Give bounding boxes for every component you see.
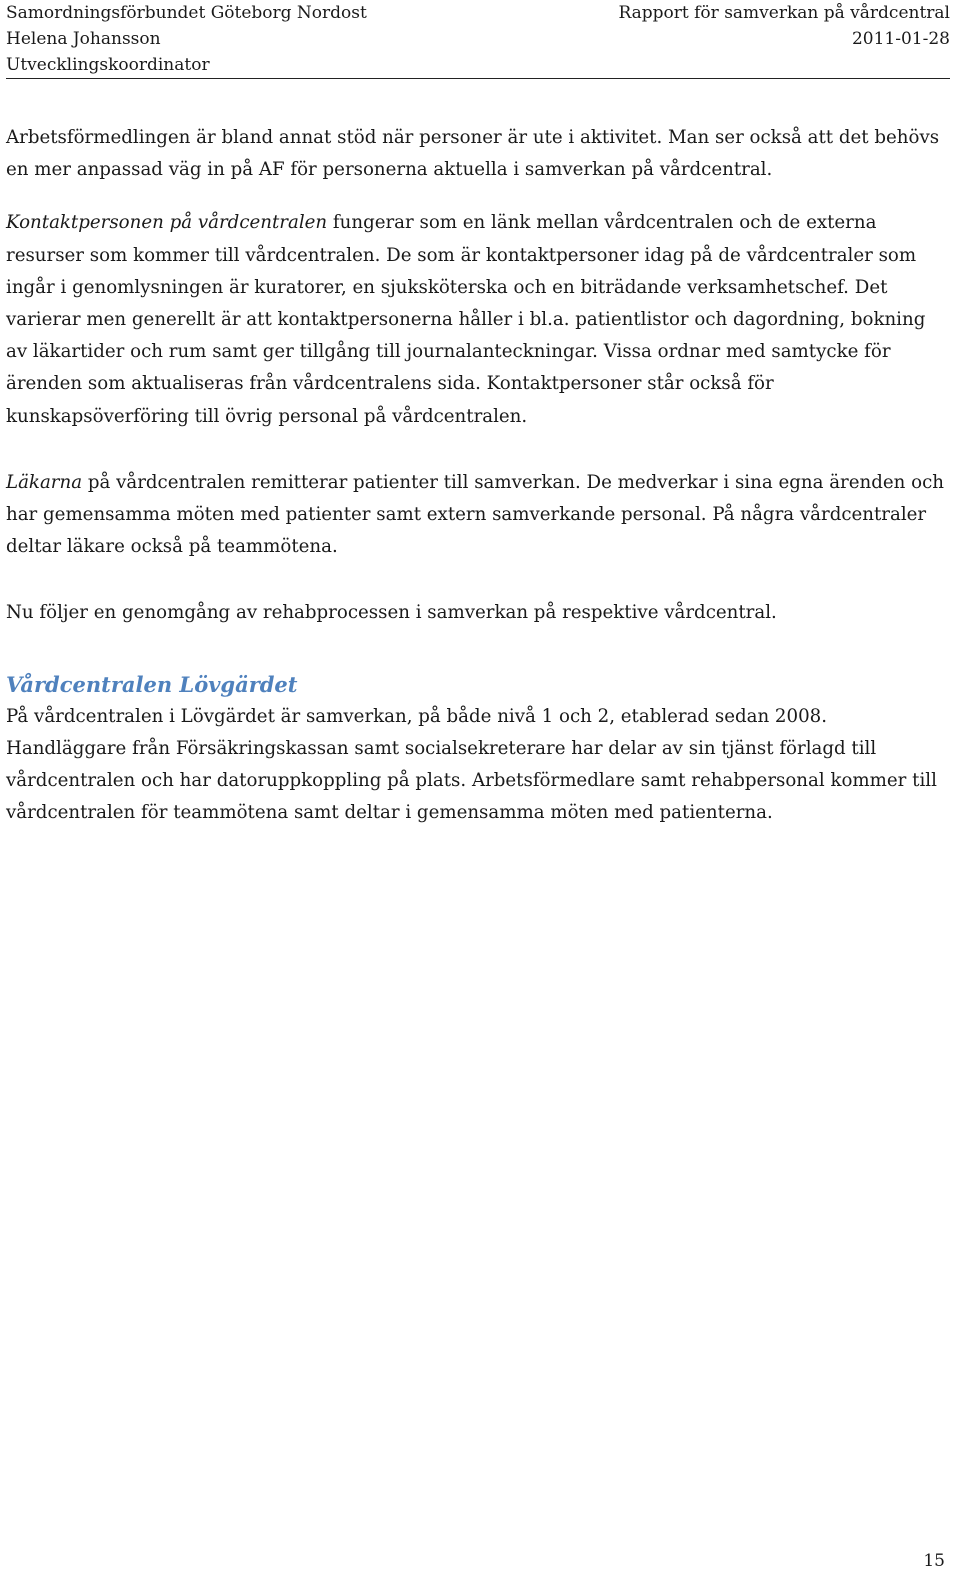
page-number: 15: [923, 1551, 945, 1571]
page-header: [6, 0, 950, 79]
contact-person-text: fungerar som en länk mellan vårdcentralen och de externa resurser som kommer till vårdcentralen. De som är kontaktpersoner idag på de vårdcentraler som ingår i genomlysningen är kuratorer, en sjuksköterska och en biträdande verksamhetschef. Det varierar men generellt är att kontaktpersonerna håller i bl.a. patientlistor och dagordning, bokning av läkartider och rum samt ger tillgång till journalanteckningar. Vissa ordnar med samtycke för ärenden som aktualiseras från vårdcentralens sida. Kontaktpersoner står också för kunskapsöverföring till övrig personal på vårdcentralen.: [6, 212, 926, 427]
doctors-emphasis: Läkarna: [6, 471, 83, 493]
paragraph-af-support: Arbetsförmedlingen är bland annat stöd när personer är ute i aktivitet. Man ser också att det behövs en mer anpassad väg in på AF för personerna aktuella i samverkan på vårdcentral.: [6, 127, 940, 181]
document-body: [6, 122, 950, 829]
author-title: Utvecklingskoordinator: [6, 55, 210, 75]
section-heading-lovgardet: Vårdcentralen Lövgärdet: [6, 671, 298, 697]
contact-person-emphasis: Kontaktpersonen på vårdcentralen: [6, 212, 328, 234]
report-title: Rapport för samverkan på vårdcentral: [618, 3, 950, 23]
organization-name: Samordningsförbundet Göteborg Nordost: [6, 3, 367, 23]
paragraph-doctors: [6, 467, 950, 564]
paragraph-contact-person: [6, 207, 950, 432]
author-name: Helena Johansson: [6, 29, 161, 49]
report-date: 2011-01-28: [851, 29, 950, 49]
header-left-block: [6, 0, 367, 78]
paragraph-lovgardet: På vårdcentralen i Lövgärdet är samverkan, på både nivå 1 och 2, etablerad sedan 2008. Handläggare från Försäkringskassan samt socialsekreterare har delar av sin tjänst förlagd till vårdcentralen och har datoruppkoppling på plats. Arbetsförmedlare samt rehabpersonal kommer till vårdcentralen för teammötena samt deltar i gemensamma möten med patienterna.: [6, 705, 937, 824]
doctors-text: på vårdcentralen remitterar patienter till samverkan. De medverkar i sina egna ärenden och har gemensamma möten med patienter samt extern samverkande personal. På några vårdcentraler deltar läkare också på teammötena.: [6, 471, 944, 558]
paragraph-overview: Nu följer en genomgång av rehabprocessen i samverkan på respektive vårdcentral.: [6, 602, 777, 624]
header-right-block: [618, 0, 950, 52]
